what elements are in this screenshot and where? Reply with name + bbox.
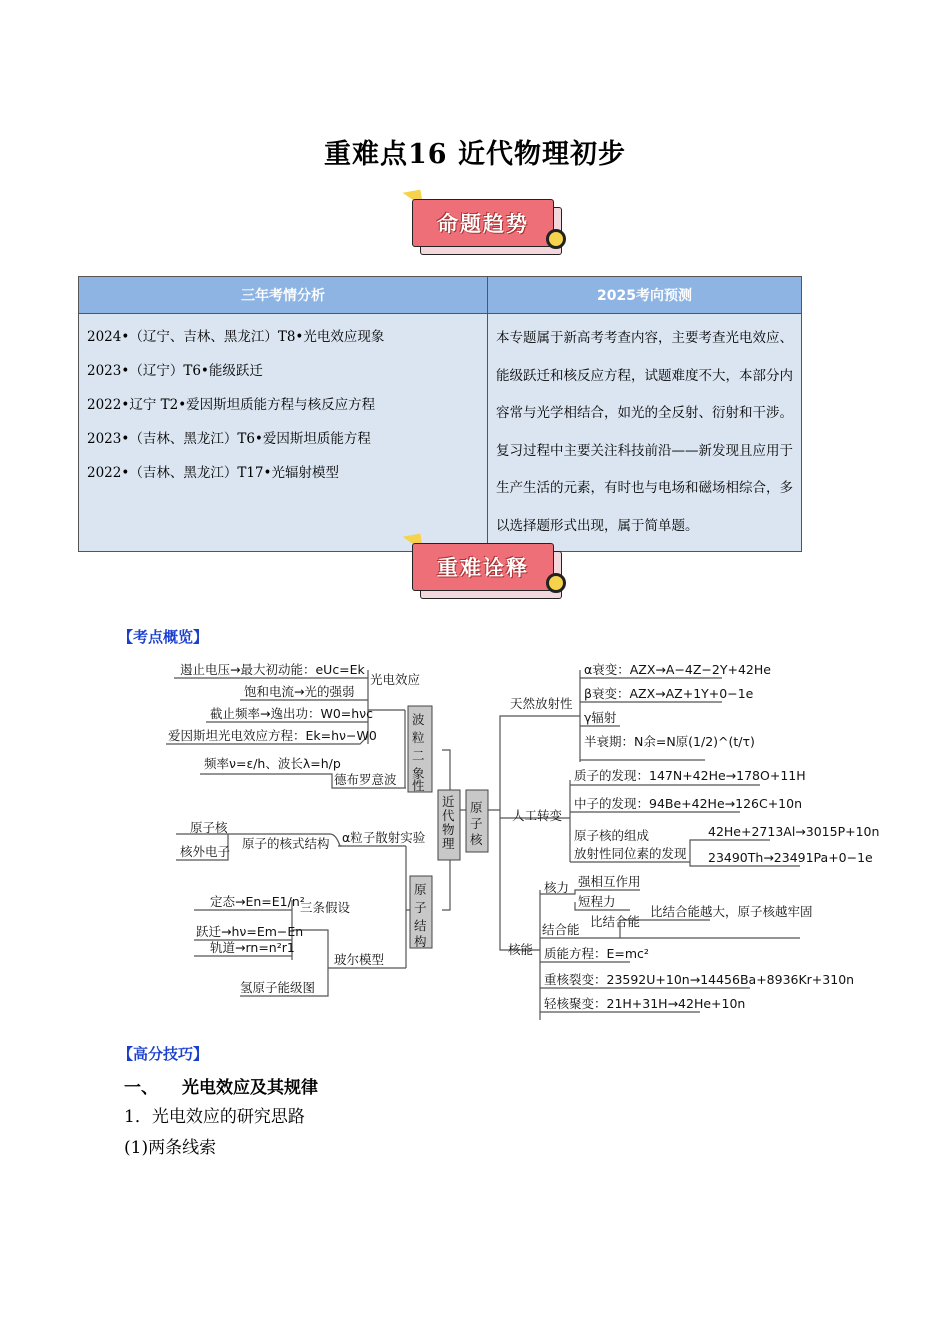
heading-1 xyxy=(124,1073,318,1098)
binding-note: 比结合能越大，原子核越牢固 xyxy=(650,904,813,919)
composition-item: 42He+2713Al→3015P+10n xyxy=(708,824,880,839)
artificial-item: 质子的发现：147N+42He→178O+11H xyxy=(574,768,806,783)
hydrogen-label: 氢原子能级图 xyxy=(240,980,316,995)
composition-item: 23490Th→23491Pa+0−1e xyxy=(708,850,873,865)
exam-history-cell xyxy=(79,314,488,552)
svg-text:二: 二 xyxy=(412,748,425,763)
svg-text:代: 代 xyxy=(442,808,455,823)
binding-item: 比结合能 xyxy=(590,914,641,929)
bohr-item: 跃迁→hν=Em−En xyxy=(196,924,304,939)
debroglie-formula: 频率ν=ε/h、波长λ=h/p xyxy=(204,756,341,771)
svg-text:结: 结 xyxy=(414,918,427,933)
composition-label: 原子核的组成 xyxy=(574,828,650,843)
trend-table xyxy=(78,276,802,552)
artificial-item: 中子的发现：94Be+42He→126C+10n xyxy=(574,796,803,811)
wave-label: 波 xyxy=(412,712,425,727)
bohr-assumption: 三条假设 xyxy=(300,900,351,915)
list-item: 2023•（吉林、黑龙江）T6•爱因斯坦质能方程 xyxy=(87,431,371,447)
atom-label: 原 xyxy=(414,882,427,897)
force-label: 核力 xyxy=(544,880,570,895)
energy-item: 质能方程：E=mc² xyxy=(544,946,649,961)
table-header-right: 2025考向预测 xyxy=(488,277,802,314)
list-item: 2023•（辽宁）T6•能级跃迁 xyxy=(87,363,263,379)
svg-text:子: 子 xyxy=(470,816,483,831)
force-item: 强相互作用 xyxy=(578,874,641,889)
energy-label: 核能 xyxy=(508,942,534,957)
svg-text:理: 理 xyxy=(442,836,455,851)
ring-icon xyxy=(546,573,566,593)
force-item: 短程力 xyxy=(578,894,616,909)
photo-item: 遏止电压→最大初动能：eUc=Ek xyxy=(180,662,365,677)
svg-text:核: 核 xyxy=(470,832,483,847)
energy-item: 重核裂变：23592U+10n→14456Ba+8936Kr+310n xyxy=(544,972,855,987)
table-header-left: 三年考情分析 xyxy=(79,277,488,314)
bohr-item: 轨道→rn=n²r1 xyxy=(210,940,295,955)
natural-label: 天然放射性 xyxy=(510,696,573,711)
alpha-middle: 原子的核式结构 xyxy=(242,836,330,851)
paragraph: 1．光电效应的研究思路 xyxy=(124,1107,305,1127)
natural-item: γ辐射 xyxy=(584,710,617,725)
nucleus-label: 原 xyxy=(470,800,483,815)
bohr-item: 定态→En=E1/n² xyxy=(210,894,305,909)
mind-map xyxy=(160,650,880,1020)
energy-item: 轻核聚变：21H+31H→42He+10n xyxy=(544,996,746,1011)
heading-text: 光电效应及其规律 xyxy=(182,1078,318,1098)
center-label: 近 xyxy=(442,794,455,809)
composition-label: 放射性同位素的发现 xyxy=(574,846,687,861)
photo-item: 爱因斯坦光电效应方程：Ek=hν−W0 xyxy=(168,728,377,743)
list-item: 2024•（辽宁、吉林、黑龙江）T8•光电效应现象 xyxy=(87,329,385,345)
photo-item: 截止频率→逸出功：W0=hνc xyxy=(210,706,374,721)
alpha-item: 核外电子 xyxy=(180,844,231,859)
svg-text:物: 物 xyxy=(442,822,455,837)
trend-badge: 命题趋势 xyxy=(408,197,568,257)
section-skills: 【高分技巧】 xyxy=(118,1045,209,1063)
list-item: 2022•辽宁 T2•爱因斯坦质能方程与核反应方程 xyxy=(87,397,376,413)
svg-text:子: 子 xyxy=(414,900,427,915)
natural-item: 半衰期：N余=N原(1/2)^(t/τ) xyxy=(584,734,755,749)
natural-item: β衰变：AZX→AZ+1Y+0−1e xyxy=(584,686,754,701)
natural-item: α衰变：AZX→A−4Z−2Y+42He xyxy=(584,662,771,677)
list-item: 2022•（吉林、黑龙江）T17•光辐射模型 xyxy=(87,465,339,481)
forecast-cell: 本专题属于新高考考查内容，主要考查光电效应、能级跃迁和核反应方程，试题难度不大，本部分内容常与光学相结合，如光的全反射、衍射和干涉。复习过程中主要关注科技前沿——新发现且应用于生产生活的元素，有时也与电场和磁场相综合，多以选择题形式出现，属于简单题。 xyxy=(488,314,802,552)
svg-text:粒: 粒 xyxy=(412,730,425,745)
alpha-item: 原子核 xyxy=(190,820,228,835)
bohr-label: 玻尔模型 xyxy=(334,952,385,967)
paragraph: (1)两条线索 xyxy=(124,1138,217,1158)
alpha-label: α粒子散射实验 xyxy=(342,830,426,845)
page-title: 重难点16 近代物理初步 xyxy=(324,139,626,170)
debroglie-label: 德布罗意波 xyxy=(334,772,397,787)
svg-text:象: 象 xyxy=(412,766,425,781)
explain-badge: 重难诠释 xyxy=(408,541,568,601)
ring-icon xyxy=(546,229,566,249)
artificial-label: 人工转变 xyxy=(512,808,563,823)
binding-label: 结合能 xyxy=(542,922,580,937)
section-overview: 【考点概览】 xyxy=(118,628,209,646)
svg-text:性: 性 xyxy=(412,778,425,793)
svg-text:构: 构 xyxy=(414,934,427,949)
heading-number: 一、 xyxy=(124,1078,158,1098)
photo-item: 饱和电流→光的强弱 xyxy=(244,684,355,699)
photo-label: 光电效应 xyxy=(370,672,421,687)
